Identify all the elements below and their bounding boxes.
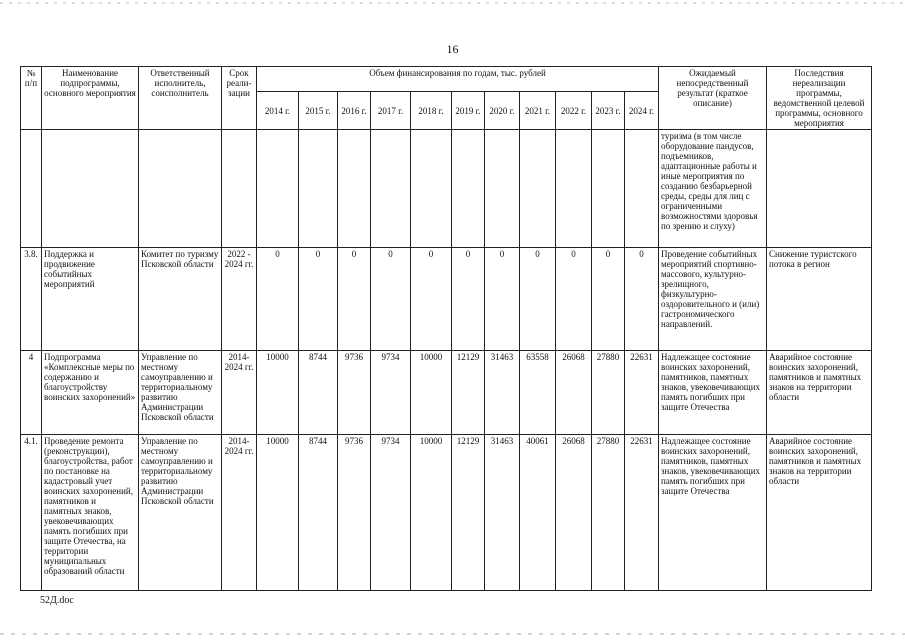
table-row <box>21 130 872 248</box>
cell-name <box>42 130 139 248</box>
header-financing: Объем финансирования по годам, тыс. рублей <box>257 67 659 92</box>
cell-value: 8744 <box>299 351 338 435</box>
cell-value <box>411 130 452 248</box>
cell-value: 0 <box>625 248 659 351</box>
cell-value <box>452 130 485 248</box>
cell-value: 26068 <box>556 435 592 591</box>
cell-expected: Надлежащее состояние воинских захоронений, памятников, памятных знаков, увековечивающих память погибших при защите Отечества <box>659 351 767 435</box>
cell-value <box>592 130 625 248</box>
cell-value: 27880 <box>592 435 625 591</box>
table-row <box>21 248 872 351</box>
document-filename: 52Д.doc <box>40 595 74 606</box>
cell-value: 10000 <box>411 351 452 435</box>
cell-value: 9734 <box>371 351 411 435</box>
header-expected: Ожидаемый непосредственный результат (краткое описание) <box>659 67 767 130</box>
cell-num <box>21 130 42 248</box>
cell-num: 3.8. <box>21 248 42 351</box>
scan-edge-top <box>0 2 905 4</box>
cell-value: 0 <box>338 248 371 351</box>
cell-num: 4 <box>21 351 42 435</box>
cell-num: 4.1. <box>21 435 42 591</box>
cell-value: 8744 <box>299 435 338 591</box>
header-name: Наименование подпрограммы, основного мероприятия <box>42 67 139 130</box>
cell-value: 0 <box>411 248 452 351</box>
cell-value <box>338 130 371 248</box>
cell-value <box>625 130 659 248</box>
year-header: 2021 г. <box>520 92 556 130</box>
cell-value: 0 <box>371 248 411 351</box>
cell-consequences: Аварийное состояние воинских захоронений, памятников и памятных знаков на территории области <box>767 435 872 591</box>
cell-value: 26068 <box>556 351 592 435</box>
cell-expected: Проведение событийных мероприятий спортивно-массового, культурно-зрелищного, физкультурно-оздоровительного и (или) гастрономического направлений. <box>659 248 767 351</box>
cell-value: 10000 <box>411 435 452 591</box>
cell-responsible: Комитет по туризму Псковской области <box>139 248 222 351</box>
cell-value: 9736 <box>338 435 371 591</box>
cell-value: 0 <box>257 248 299 351</box>
year-header: 2020 г. <box>485 92 520 130</box>
year-header: 2019 г. <box>452 92 485 130</box>
year-header: 2022 г. <box>556 92 592 130</box>
cell-value: 10000 <box>257 351 299 435</box>
cell-consequences: Снижение туристского потока в регион <box>767 248 872 351</box>
cell-value: 63558 <box>520 351 556 435</box>
cell-value <box>371 130 411 248</box>
cell-term <box>222 130 257 248</box>
cell-value <box>520 130 556 248</box>
cell-value: 0 <box>452 248 485 351</box>
cell-consequences <box>767 130 872 248</box>
header-row <box>21 67 872 92</box>
cell-value: 22631 <box>625 351 659 435</box>
year-header: 2016 г. <box>338 92 371 130</box>
header-num: № п/п <box>21 67 42 130</box>
cell-value: 31463 <box>485 351 520 435</box>
cell-value <box>556 130 592 248</box>
cell-value: 9734 <box>371 435 411 591</box>
cell-value: 10000 <box>257 435 299 591</box>
cell-value: 0 <box>299 248 338 351</box>
scan-edge-bottom <box>0 633 905 635</box>
cell-value: 40061 <box>520 435 556 591</box>
cell-term: 2014-2024 гг. <box>222 351 257 435</box>
year-header: 2024 г. <box>625 92 659 130</box>
cell-value: 0 <box>556 248 592 351</box>
cell-consequences: Аварийное состояние воинских захоронений, памятников и памятных знаков на территории области <box>767 351 872 435</box>
year-header: 2014 г. <box>257 92 299 130</box>
cell-name: Подпрограмма «Комплексные меры по содержанию и благоустройству воинских захоронений» <box>42 351 139 435</box>
year-header: 2015 г. <box>299 92 338 130</box>
cell-value: 31463 <box>485 435 520 591</box>
cell-expected: туризма (в том числе оборудование пандусов, подъемников, адаптационные работы и иные мероприятия по созданию безбарьерной среды, среды для лиц с ограниченными возможностями здоровья по зрению и слуху) <box>659 130 767 248</box>
cell-value: 12129 <box>452 435 485 591</box>
year-header: 2018 г. <box>411 92 452 130</box>
header-consequences: Последствия нереализации программы, ведомственной целевой программы, основного мероприятия <box>767 67 872 130</box>
cell-name: Поддержка и продвижение событийных мероприятий <box>42 248 139 351</box>
cell-value: 0 <box>592 248 625 351</box>
cell-value: 22631 <box>625 435 659 591</box>
cell-responsible: Управление по местному самоуправлению и территориальному развитию Администрации Псковской области <box>139 435 222 591</box>
cell-responsible: Управление по местному самоуправлению и территориальному развитию Администрации Псковской области <box>139 351 222 435</box>
table-row <box>21 351 872 435</box>
cell-value <box>257 130 299 248</box>
cell-name: Проведение ремонта (реконструкции), благоустройства, работ по постановке на кадастровый учет воинских захоронений, памятников и памятных знаков, увековечивающих память погибших при защите Отечества, на территории муниципальных образований области <box>42 435 139 591</box>
header-responsible: Ответственный исполнитель, соисполнитель <box>139 67 222 130</box>
cell-value: 27880 <box>592 351 625 435</box>
cell-value: 0 <box>520 248 556 351</box>
cell-value <box>299 130 338 248</box>
year-header: 2017 г. <box>371 92 411 130</box>
cell-expected: Надлежащее состояние воинских захоронений, памятников, памятных знаков, увековечивающих память погибших при защите Отечества <box>659 435 767 591</box>
cell-value: 12129 <box>452 351 485 435</box>
cell-term: 2022 - 2024 гг. <box>222 248 257 351</box>
cell-responsible <box>139 130 222 248</box>
cell-value <box>485 130 520 248</box>
financing-table <box>20 66 872 591</box>
cell-value: 9736 <box>338 351 371 435</box>
header-term: Срок реали-зации <box>222 67 257 130</box>
page-number: 16 <box>446 42 459 56</box>
table-row <box>21 435 872 591</box>
cell-value: 0 <box>485 248 520 351</box>
cell-term: 2014-2024 гг. <box>222 435 257 591</box>
year-header: 2023 г. <box>592 92 625 130</box>
